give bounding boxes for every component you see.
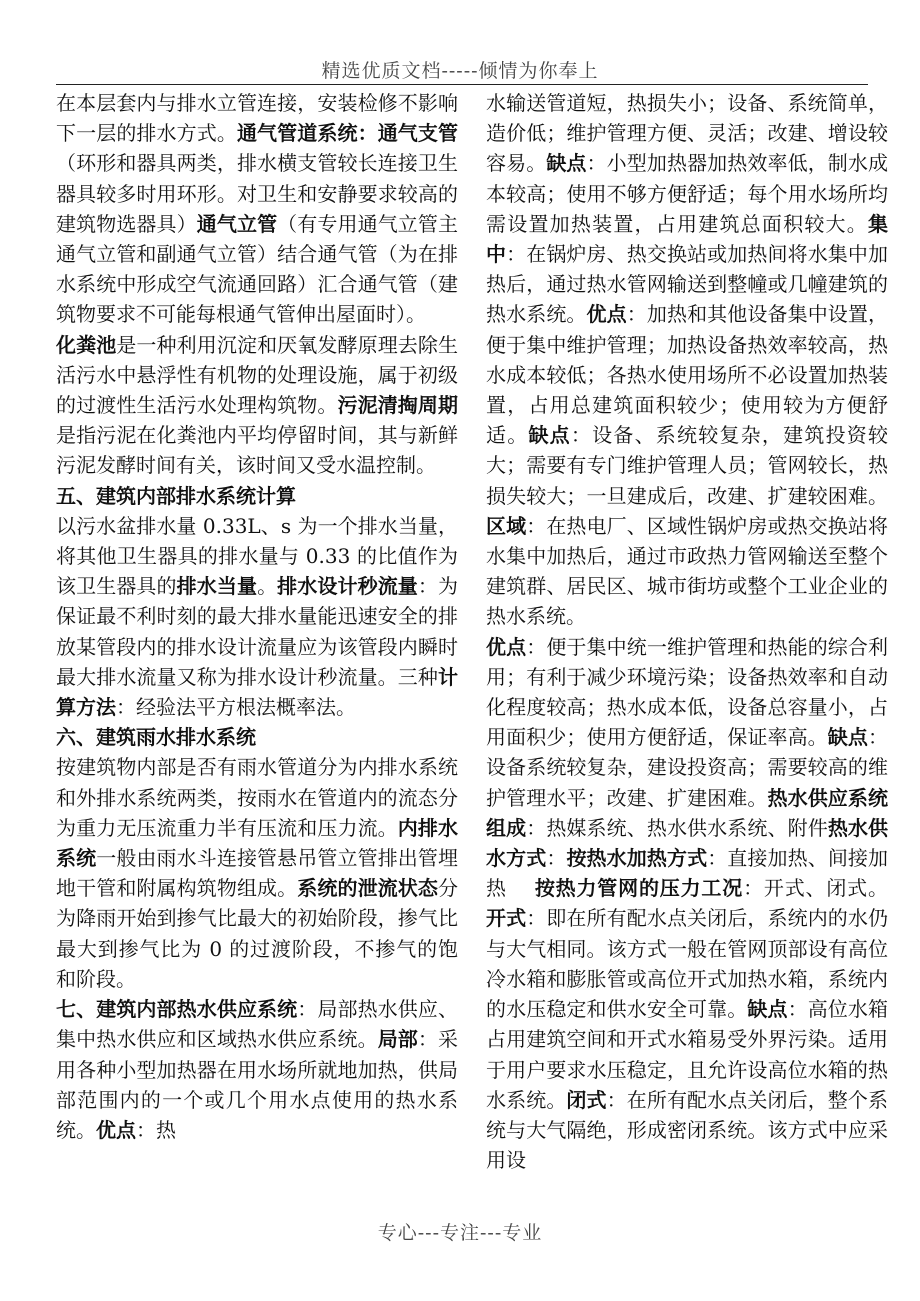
text-run: ：高位水箱占用建筑空间和开式水箱易受外界污染。适用于用户要求水压稳定，且允许设高位水箱的热水系统。 (486, 997, 889, 1112)
paragraph (56, 330, 458, 481)
text-run: ：开式、闭式。 (743, 876, 889, 901)
text-run: ：加热和其他设备集中设置，便于集中维护管理；加热设备热效率较高，热水成本较低；各热水使用场所不必设置加热装置，占用总建筑面积较少；使用较为方便舒适。 (486, 302, 889, 448)
bold-term: 五、建筑内部排水系统计算 (56, 483, 296, 508)
text-run: ：局部热水供应、集中热水供应和区域热水供应系统。 (56, 997, 459, 1052)
bold-term: 七、建筑内部热水供应系统 (56, 997, 298, 1022)
bold-term: 区域 (486, 513, 527, 538)
bold-term: 通气支管 (377, 121, 459, 146)
left-column (56, 88, 458, 1145)
bold-term: 优点 (586, 302, 627, 327)
paragraph (56, 511, 458, 722)
paragraph (56, 481, 458, 511)
bold-term: 局部 (377, 1027, 418, 1052)
text-run: （有专用通气立管主通气立管和副通气立管）结合通气管（为在排水系统中形成空气流通回路）汇合通气管（建筑物要求不可能每根通气管伸出屋面时）。 (56, 211, 459, 327)
text-run: ：为保证最不利时刻的最大排水量能迅速安全的排放某管段内的排水设计流量应为该管段内瞬时最大排水流量又称为排水设计秒流量。三种 (56, 574, 459, 689)
text-run: （环形和器具两类，排水横支管较长连接卫生器具较多时用环形。对卫生和安静要求较高的建筑物选器具） (56, 151, 458, 236)
bold-term: 按热力管网的压力工况 (534, 876, 744, 901)
bold-term: 通气管道系统： (236, 121, 378, 146)
text-run: ：即在所有配水点关闭后，系统内的水仍与大气相同。该方式一般在管网顶部设有高位冷水箱和膨胀管或高位开式加热水箱，系统内的水压稳定和供水安全可靠。 (486, 906, 889, 1022)
text-run: ：在热电厂、区域性锅炉房或热交换站将水集中加热后，通过市政热力管网输送至整个建筑群、居民区、城市街坊或整个工业企业的热水系统。 (486, 513, 889, 629)
paragraph (56, 722, 458, 752)
text-run: ：设备、系统较复杂，建筑投资较大；需要有专门维护管理人员；管网较长，热损失较大；一旦建成后，改建、扩建较困难。 (486, 423, 889, 508)
text-run: 一般由雨水斗连接管悬吊管立管排出管埋地干管和附属构筑物组成。 (56, 846, 459, 901)
text-run: 在本层套内与排水立管连接，安装检修不影响下一层的排水方式。 (56, 91, 458, 146)
text-run: 水输送管道短，热损失小；设备、系统简单，造价低；维护管理方便、灵活；改建、增设较容易。 (486, 91, 888, 176)
bold-term: 排水设计秒流量 (277, 574, 418, 599)
paragraph (486, 632, 888, 1176)
text-run: ：热 (136, 1117, 176, 1142)
text-run: ：在锅炉房、热交换站或加热间将水集中加热后，通过热水管网输送到整幢或几幢建筑的热水系统。 (486, 242, 889, 327)
text-run: ：在所有配水点关闭后，整个系统与大气隔绝，形成密闭系统。该方式中应采用设 (486, 1087, 889, 1173)
paragraph (56, 88, 458, 330)
header-divider (56, 84, 868, 85)
bold-term: 缺点 (747, 997, 788, 1022)
text-run: 以污水盆排水量 0.33L、s 为一个排水当量，将其他卫生器具的排水量与 0.33 的比值作为该卫生器具的 (56, 513, 458, 599)
bold-term: 计算方法 (56, 664, 458, 720)
text-run: 按建筑物内部是否有雨水管道分为内排水系统和外排水系统两类，按雨水在管道内的流态分为重力无压流重力半有压流和压力流。 (56, 755, 458, 840)
text-run: 。 (257, 574, 278, 599)
bold-term: 缺点 (546, 151, 587, 176)
paragraph (56, 752, 458, 994)
page-footer: 专心---专注---专业 (377, 1222, 543, 1244)
bold-term: 按热水加热方式 (566, 846, 708, 871)
text-run: 是指污泥在化粪池内平均停留时间，其与新鲜污泥发酵时间有关，该时间又受水温控制。 (56, 423, 458, 478)
paragraph (56, 994, 458, 1145)
bold-term: 闭式 (566, 1087, 607, 1112)
bold-term: 缺点 (528, 423, 571, 448)
bold-term: 通气立管 (196, 211, 278, 236)
bold-term: 优点 (486, 634, 527, 659)
bold-term: 集中 (486, 211, 888, 267)
bold-term: 内排水系统 (56, 815, 459, 871)
text-run: ：便于集中统一维护管理和热能的综合利用；有利于减少环境污染；设备热效率和自动化程度较高；热水成本低，设备总容量小，占用面积少；使用方便舒适，保证率高。 (486, 634, 889, 750)
right-column (486, 88, 888, 1175)
bold-term: 缺点 (827, 725, 869, 750)
text-run: ：直接加热、间接加热 (486, 846, 889, 901)
bold-term: 优点 (96, 1117, 136, 1142)
text-run: ：设备系统较复杂，建设投资高；需要较高的维护管理水平；改建、扩建困难。 (486, 725, 889, 810)
paragraph (486, 88, 888, 632)
bold-term: 六、建筑雨水排水系统 (56, 725, 256, 750)
text-run: 分为降雨开始到掺气比最大的初始阶段，掺气比最大到掺气比为 0 的过渡阶段，不掺气的饱和阶段。 (56, 876, 459, 991)
text-run: ：经验法平方根法概率法。 (116, 695, 356, 720)
bold-term: 热水供水方式 (486, 815, 889, 871)
bold-term: 热水供应系统组成 (486, 785, 889, 840)
text-run: ：热媒系统、热水供水系统、附件 (526, 815, 828, 840)
bold-term: 排水当量 (176, 574, 258, 599)
bold-term: 系统的泄流状态 (297, 876, 439, 901)
page-header: 精选优质文档-----倾情为你奉上 (321, 60, 599, 82)
text-run: ： (546, 846, 567, 871)
bold-term: 污泥清掏周期 (337, 393, 459, 418)
text-run: ：小型加热器加热效率低，制水成本较高；使用不够方便舒适；每个用水场所均需设置加热装置，占用建筑总面积较大。 (486, 151, 889, 236)
text-run: 是一种利用沉淀和厌氧发酵原理去除生活污水中悬浮性有机物的处理设施，属于初级的过渡性生活污水处理构筑物。 (56, 332, 459, 418)
bold-term: 化粪池 (56, 332, 117, 357)
text-run: ：采用各种小型加热器在用水场所就地加热，供局部范围内的一个或几个用水点使用的热水系统。 (56, 1027, 459, 1142)
bold-term: 开式 (486, 906, 527, 931)
